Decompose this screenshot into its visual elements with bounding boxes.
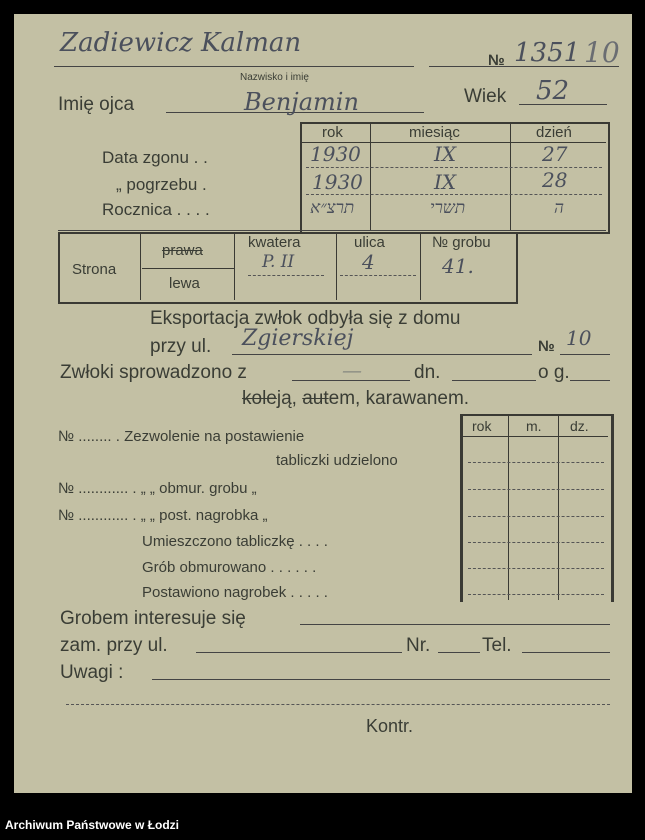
permit-header-day: dz.	[570, 418, 589, 434]
burial-month: IX	[434, 170, 457, 194]
permit-plaque-cont: tabliczki udzielono	[276, 452, 398, 469]
burial-record-card	[14, 14, 632, 793]
archive-credit: Archiwum Państwowe w Łodzi	[5, 818, 180, 832]
death-date-label: Data zgonu . .	[102, 148, 208, 167]
grave-walled: Grób obmurowano . . . . . .	[142, 559, 317, 576]
day-label: dn.	[414, 362, 441, 383]
transport-line	[242, 388, 469, 410]
hour-label: o g.	[538, 362, 570, 383]
surname-name-value: Zadiewicz Kalman	[60, 28, 302, 58]
death-year: 1930	[310, 142, 361, 166]
permit-plaque: № ........ . Zezwolenie na postawienie	[58, 428, 305, 445]
permits-table	[460, 414, 614, 602]
age-label: Wiek	[464, 86, 507, 107]
transport-hearse: em, karawanem.	[328, 388, 470, 409]
quarter-value: P. II	[262, 252, 295, 272]
death-day: 27	[542, 142, 568, 166]
side-left: lewa	[169, 275, 200, 292]
brought-from-value: —	[342, 358, 362, 382]
row-label: ulica	[354, 234, 385, 251]
death-month: IX	[434, 142, 457, 166]
header-rok: rok	[322, 124, 343, 141]
transport-rail: kole	[242, 388, 277, 409]
address-label: zam. przy ul.	[60, 635, 168, 656]
header-dzien: dzień	[536, 124, 572, 141]
number-value: 1351	[514, 38, 581, 68]
permit-header-year: rok	[472, 418, 492, 434]
tel-label: Tel.	[482, 635, 512, 656]
side-right: prawa	[162, 242, 203, 259]
house-number-value: 10	[566, 326, 592, 350]
side-label: Strona	[72, 261, 117, 278]
grave-number-value: 41.	[442, 254, 474, 278]
anniversary-year: תרצ״א	[310, 198, 355, 218]
brought-from-label: Zwłoki sprowadzono z	[60, 362, 247, 383]
surname-label: Nazwisko i imię	[240, 72, 309, 83]
burial-year: 1930	[312, 170, 363, 194]
burial-day: 28	[542, 168, 568, 192]
grave-number-label: № grobu	[432, 234, 491, 251]
tombstone-placed: Postawiono nagrobek . . . . .	[142, 584, 328, 601]
father-label: Imię ojca	[58, 94, 135, 115]
permit-tombstone: № ............ . „ „ post. nagrobka „	[58, 507, 268, 524]
interested-label: Grobem interesuje się	[60, 608, 246, 629]
quarter-label: kwatera	[248, 234, 301, 251]
age-value: 52	[536, 76, 570, 106]
control-label: Kontr.	[366, 716, 414, 736]
street-label: przy ul.	[150, 336, 212, 357]
street-value: Zgierskiej	[242, 326, 354, 351]
plaque-placed: Umieszczono tabliczkę . . . .	[142, 533, 328, 550]
permit-walling: № ............ . „ „ obmur. grobu „	[58, 480, 257, 497]
burial-date-label: „ pogrzebu .	[116, 175, 207, 194]
number-label: №	[488, 52, 505, 69]
house-number-label: №	[538, 338, 555, 355]
permit-header-month: m.	[526, 418, 542, 434]
father-value: Benjamin	[244, 88, 359, 116]
notes-label: Uwagi :	[60, 662, 124, 683]
row-value: 4	[362, 250, 375, 274]
anniversary-month: תשרי	[430, 198, 466, 218]
header-miesiac: miesiąc	[409, 124, 460, 141]
number-suffix: 10	[584, 36, 620, 69]
anniversary-day: ה	[554, 198, 564, 218]
export-line: Eksportacja zwłok odbyła się z domu	[150, 308, 461, 329]
transport-car: aut	[302, 388, 329, 409]
nr-label: Nr.	[406, 635, 431, 656]
transport-rail-suffix: ją,	[276, 388, 303, 409]
anniversary-label: Rocznica . . . .	[102, 200, 210, 219]
